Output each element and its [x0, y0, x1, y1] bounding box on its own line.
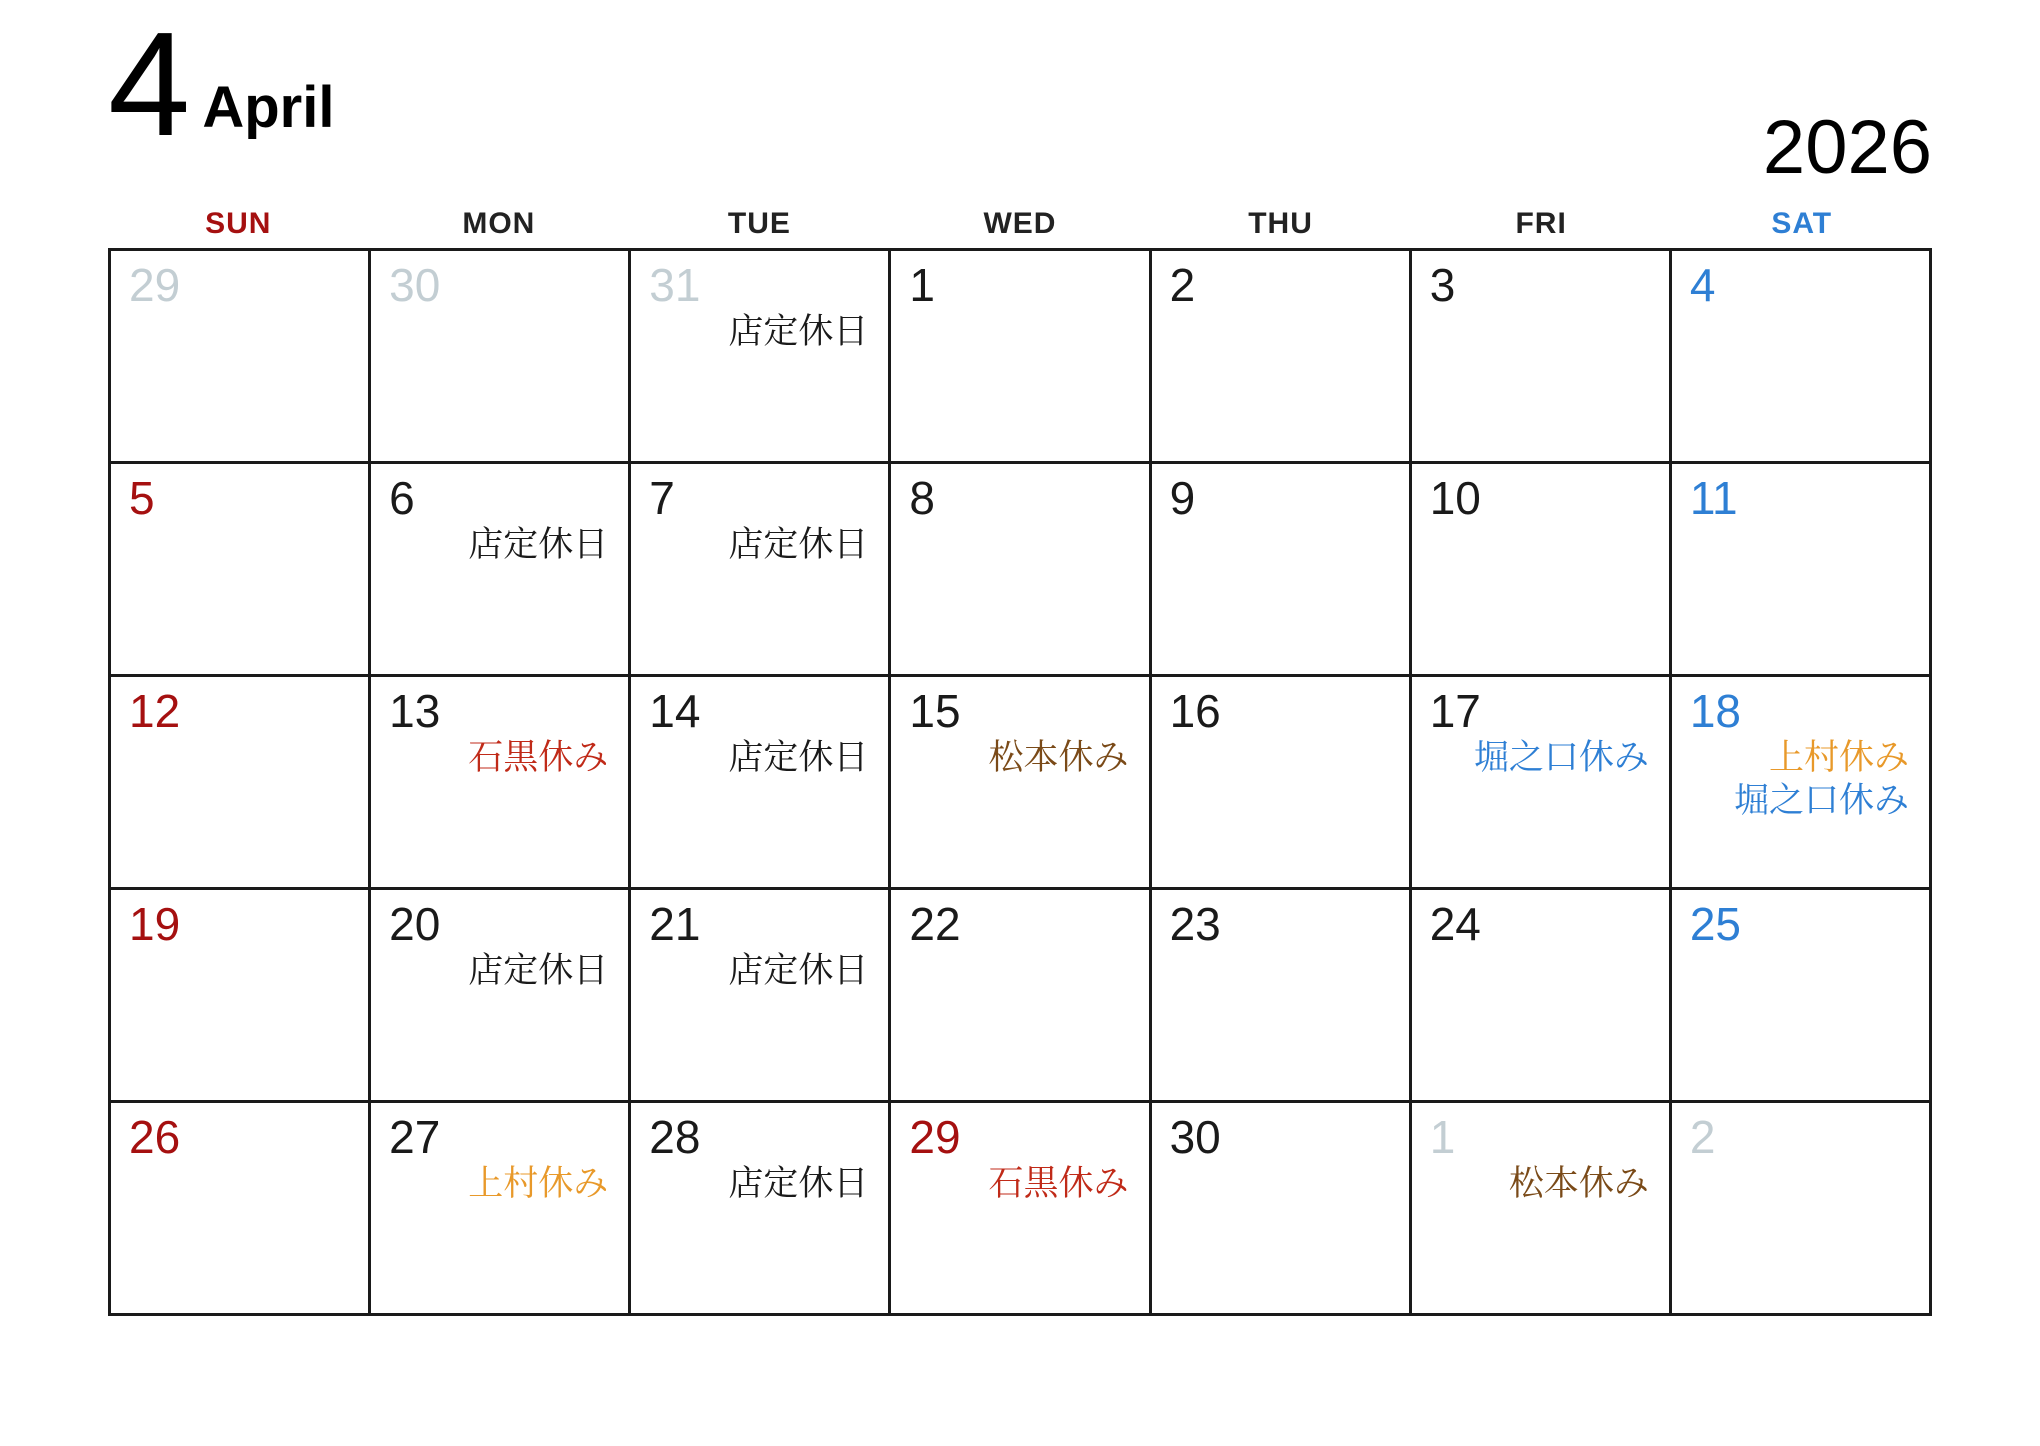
day-events: [649, 311, 874, 354]
month-number: 4: [108, 2, 189, 167]
calendar-day-cell[interactable]: [1672, 1103, 1932, 1316]
day-number: 31: [649, 259, 701, 311]
calendar-day-cell[interactable]: [371, 1103, 631, 1316]
day-event-label: 石黒休み: [468, 738, 609, 778]
day-event-label: 堀之口休み: [1473, 738, 1649, 778]
day-event-label: 店定休日: [468, 525, 609, 565]
day-number: 12: [129, 685, 181, 737]
day-number: 2: [1169, 259, 1196, 311]
calendar-day-cell[interactable]: [371, 677, 631, 890]
day-event-label: 上村休み: [468, 1164, 609, 1204]
day-events: [649, 1163, 874, 1206]
calendar-day-cell[interactable]: [1412, 464, 1672, 677]
day-number: 23: [1169, 898, 1221, 950]
day-number: 29: [129, 259, 181, 311]
day-number: 30: [389, 259, 441, 311]
day-number: 21: [649, 898, 701, 950]
day-number: 6: [389, 472, 415, 524]
day-event-label: 上村休み: [1768, 738, 1909, 778]
day-event-label: 松本休み: [1508, 1164, 1649, 1204]
calendar-day-cell[interactable]: [111, 464, 371, 677]
weekday-label-thu: THU: [1248, 207, 1313, 240]
month-title: [108, 2, 335, 167]
day-event-label: 店定休日: [728, 525, 869, 565]
weekday-label-mon: MON: [462, 207, 536, 240]
day-event-label: 店定休日: [728, 951, 869, 991]
day-number: 29: [909, 1111, 961, 1163]
day-event-label: 店定休日: [728, 312, 869, 352]
calendar-day-cell[interactable]: [1672, 890, 1932, 1103]
calendar-day-cell[interactable]: [111, 890, 371, 1103]
day-number: 11: [1689, 472, 1738, 524]
day-number: 17: [1429, 685, 1481, 737]
weekday-header-row: [108, 200, 1932, 248]
day-number: 18: [1689, 685, 1742, 737]
calendar-header: [108, 0, 1932, 200]
day-number: 16: [1169, 685, 1221, 737]
day-number: 30: [1169, 1111, 1221, 1163]
day-number: 19: [129, 898, 181, 950]
day-number: 7: [649, 472, 675, 524]
weekday-label-sat: SAT: [1771, 207, 1833, 240]
weekday-label-wed: WED: [983, 207, 1057, 240]
day-number: 27: [389, 1111, 441, 1163]
day-event-label: 店定休日: [468, 951, 609, 991]
day-number: 2: [1689, 1111, 1716, 1163]
day-number: 15: [909, 685, 961, 737]
calendar-day-cell[interactable]: [891, 464, 1151, 677]
calendar-day-cell[interactable]: [891, 677, 1151, 890]
day-number: 26: [129, 1111, 181, 1163]
calendar-day-cell[interactable]: [111, 1103, 371, 1316]
day-events: [389, 1163, 614, 1206]
calendar-day-cell[interactable]: [1412, 890, 1672, 1103]
day-number: 25: [1689, 898, 1742, 950]
calendar-day-cell[interactable]: [371, 464, 631, 677]
day-number: 10: [1429, 472, 1481, 524]
day-number: 3: [1429, 259, 1456, 311]
calendar-day-cell[interactable]: [891, 251, 1151, 464]
day-number: 1: [909, 259, 936, 311]
calendar-day-cell[interactable]: [631, 890, 891, 1103]
calendar-day-cell[interactable]: [891, 890, 1151, 1103]
calendar-grid: [108, 248, 1932, 1316]
day-events: [1430, 1163, 1655, 1206]
calendar-day-cell[interactable]: [1152, 251, 1412, 464]
calendar-day-cell[interactable]: [1152, 464, 1412, 677]
day-number: 24: [1429, 898, 1481, 950]
day-number: 20: [389, 898, 441, 950]
day-number: 9: [1169, 472, 1196, 524]
day-number: 1: [1429, 1111, 1456, 1163]
calendar-day-cell[interactable]: [1152, 677, 1412, 890]
day-number: 14: [649, 685, 701, 737]
calendar-day-cell[interactable]: [1672, 251, 1932, 464]
day-events: [649, 524, 874, 567]
day-number: 13: [389, 685, 441, 737]
weekday-label-tue: TUE: [727, 207, 791, 240]
day-events: [389, 524, 614, 567]
calendar-day-cell[interactable]: [631, 251, 891, 464]
day-number: 28: [649, 1111, 701, 1163]
day-events: [389, 737, 614, 780]
day-event-label: 松本休み: [988, 738, 1129, 778]
day-events: [649, 737, 874, 780]
calendar-day-cell[interactable]: [891, 1103, 1151, 1316]
day-number: 4: [1689, 259, 1716, 311]
calendar-day-cell[interactable]: [371, 890, 631, 1103]
weekday-label-sun: SUN: [205, 207, 272, 240]
year-label: 2026: [1762, 105, 1932, 190]
month-name: April: [202, 75, 335, 141]
day-events: [649, 950, 874, 993]
day-events: [909, 737, 1134, 780]
day-events: [1430, 737, 1655, 780]
calendar-day-cell[interactable]: [1412, 677, 1672, 890]
calendar-day-cell[interactable]: [1412, 251, 1672, 464]
calendar-day-cell[interactable]: [1412, 1103, 1672, 1316]
day-events: [1690, 737, 1915, 822]
calendar-day-cell[interactable]: [1672, 677, 1932, 890]
day-number: 22: [909, 898, 961, 950]
day-event-label: 石黒休み: [988, 1164, 1129, 1204]
calendar-day-cell[interactable]: [371, 251, 631, 464]
day-events: [909, 1163, 1134, 1206]
calendar-day-cell[interactable]: [111, 677, 371, 890]
calendar-day-cell[interactable]: [631, 1103, 891, 1316]
calendar-day-cell[interactable]: [1152, 1103, 1412, 1316]
day-number: 5: [129, 472, 155, 524]
weekday-label-fri: FRI: [1515, 207, 1567, 240]
calendar-day-cell[interactable]: [1152, 890, 1412, 1103]
calendar-day-cell[interactable]: [1672, 464, 1932, 677]
day-event-label: 堀之口休み: [1733, 780, 1909, 820]
day-event-label: 店定休日: [728, 738, 869, 778]
day-events: [389, 950, 614, 993]
day-event-label: 店定休日: [728, 1164, 869, 1204]
day-number: 8: [909, 472, 936, 524]
calendar-day-cell[interactable]: [631, 464, 891, 677]
calendar-day-cell[interactable]: [111, 251, 371, 464]
calendar-day-cell[interactable]: [631, 677, 891, 890]
